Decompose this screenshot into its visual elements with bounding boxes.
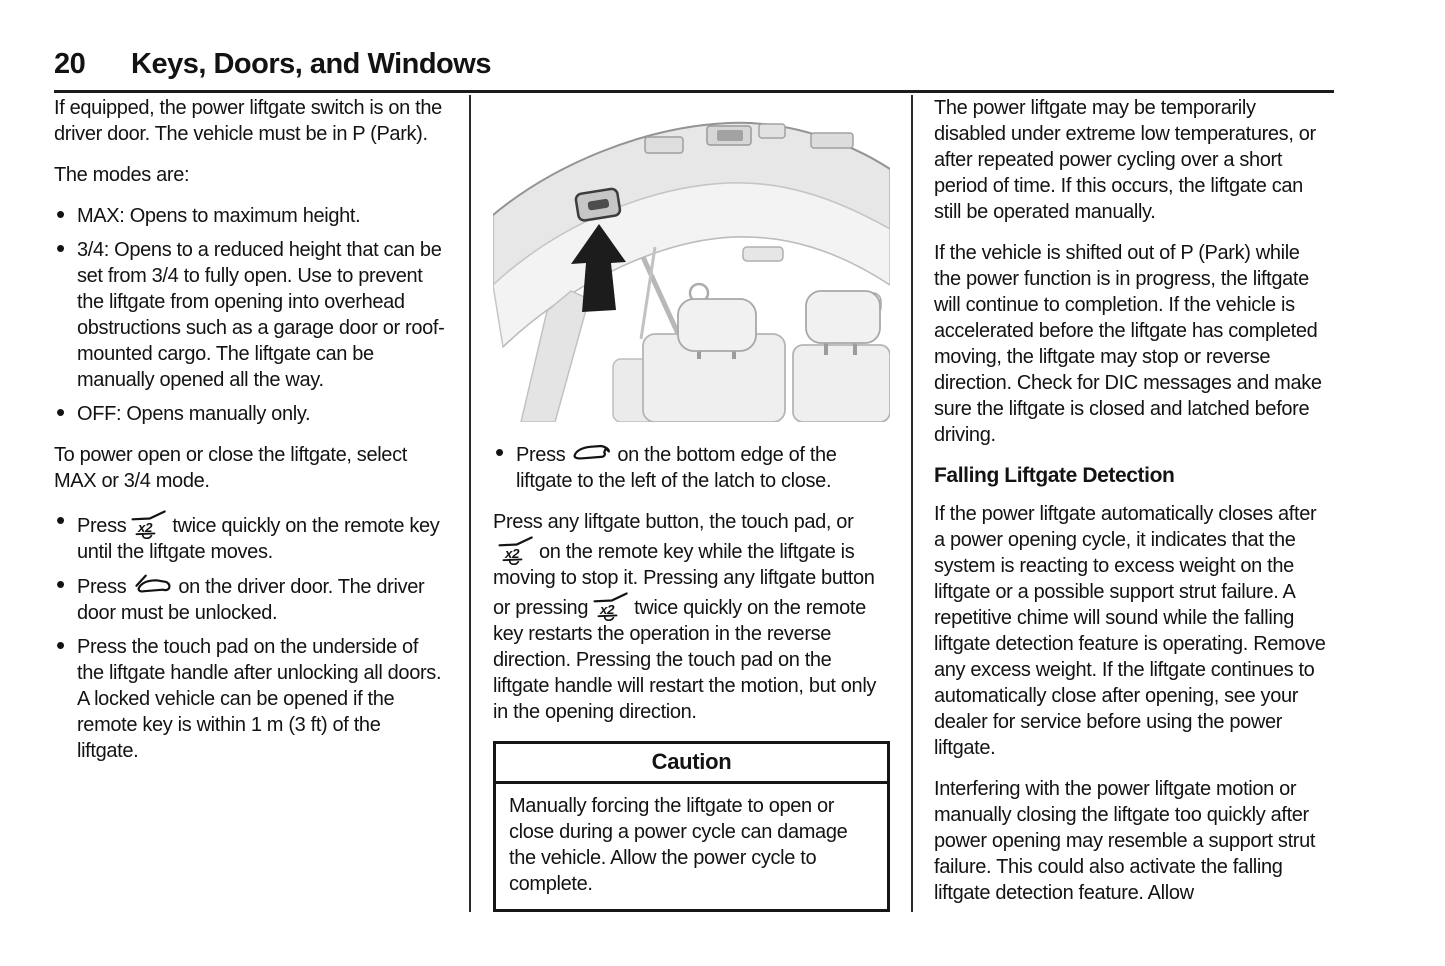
power-liftgate-open-icon	[131, 573, 173, 597]
column-divider	[911, 95, 913, 912]
left-column	[54, 95, 445, 779]
open-methods-list	[54, 509, 445, 764]
bullet-text-post: on the driver door. The driver door must be unlocked.	[77, 576, 425, 624]
caution-box	[493, 741, 890, 912]
paragraph-stop-motion	[493, 509, 890, 725]
list-item-max: • MAX: Opens to maximum height.	[54, 203, 445, 229]
page-number: 20	[54, 48, 86, 80]
paragraph-power-open: To power open or close the liftgate, select MAX or 3/4 mode.	[54, 444, 407, 492]
stop-para-seg2: on the remote key while the liftgate is moving to stop it. Pressing any liftgate button or pressing	[493, 541, 875, 619]
paragraph-temporarily-disabled: The power liftgate may be temporarily disabled under extreme low temperatures, or after repeated power cycling over a short period of time. If this occurs, the liftgate can still be operated manually.	[934, 97, 1316, 223]
liftgate-close-button-illustration	[493, 97, 890, 422]
bullet-text-pre: Press	[516, 444, 566, 466]
list-item-driver-door-switch	[54, 573, 445, 626]
bullet-text-post: twice quickly on the remote key until the liftgate moves.	[77, 515, 440, 563]
liftgate-x2-remote-key-icon	[131, 509, 167, 539]
paragraph-falling-detection: If the power liftgate automatically closes after a power opening cycle, it indicates that the system is reacting to excess weight on the liftgate or a possible support strut failure. A repetitive chime will sound while the falling liftgate detection feature is operating. Remove any excess weight. If the liftgate continues to automatically close after opening, see your dealer for service before using the power liftgate.	[934, 503, 1326, 759]
liftgate-x2-remote-key-icon	[498, 535, 534, 565]
middle-column	[493, 95, 890, 912]
caution-body: Manually forcing the liftgate to open or close during a power cycle can damage the vehicle. Allow the power cycle to complete.	[509, 795, 848, 895]
paragraph-liftgate-switch: If equipped, the power liftgate switch is on the driver door. The vehicle must be in P (Park).	[54, 97, 442, 145]
liftgate-x2-remote-key-icon	[593, 591, 629, 621]
right-column	[934, 95, 1330, 921]
list-item-close-button	[493, 441, 890, 494]
list-item-touch-pad: • Press the touch pad on the underside of the liftgate handle after unlocking all doors. A locked vehicle can be opened if the remote key is within 1 m (3 ft) of the liftgate.	[54, 634, 445, 764]
svg-text:x2: x2	[505, 545, 520, 561]
heading-falling-liftgate-detection: Falling Liftgate Detection	[934, 464, 1175, 487]
caution-title: Caution	[496, 744, 887, 784]
stop-para-seg1: Press any liftgate button, the touch pad, or	[493, 511, 854, 533]
content-columns	[54, 95, 1334, 927]
chapter-title: Keys, Doors, and Windows	[131, 48, 491, 80]
svg-text:x2: x2	[600, 601, 615, 617]
bullet-text-pre: Press	[77, 576, 127, 598]
power-liftgate-close-icon	[570, 441, 612, 465]
list-item-three-quarter: • 3/4: Opens to a reduced height that can be set from 3/4 to fully open. Use to prevent the liftgate from opening into overhead obstructions such as a garage door or roof-mounted cargo. The liftgate can be manually opened all the way.	[54, 237, 445, 393]
close-method-list	[493, 441, 890, 494]
stop-para-seg3: twice quickly on the remote key restarts the operation in the reverse direction. Pressing the touch pad on the liftgate handle will restart the motion, but only in the opening direction.	[493, 597, 877, 723]
bullet-text-post: on the bottom edge of the liftgate to the left of the latch to close.	[516, 444, 837, 492]
svg-text:x2: x2	[138, 519, 153, 535]
list-item-remote-key	[54, 509, 445, 565]
mode-list	[54, 203, 445, 427]
page-header	[54, 48, 1334, 93]
paragraph-interfering: Interfering with the power liftgate motion or manually closing the liftgate too quickly after power opening may resemble a support strut failure. This could also activate the falling liftgate detection feature. Allow	[934, 778, 1316, 904]
paragraph-shifted-out-of-park: If the vehicle is shifted out of P (Park) while the power function is in progress, the liftgate will continue to completion. If the vehicle is accelerated before the liftgate has completed moving, the liftgate may stop or reverse direction. Check for DIC messages and make sure the liftgate is closed and latched before driving.	[934, 242, 1322, 446]
paragraph-modes-intro: The modes are:	[54, 164, 190, 186]
liftgate-close-button-graphic	[575, 188, 621, 221]
column-divider	[469, 95, 471, 912]
bullet-text-pre: Press	[77, 515, 127, 537]
list-item-off: • OFF: Opens manually only.	[54, 401, 445, 427]
